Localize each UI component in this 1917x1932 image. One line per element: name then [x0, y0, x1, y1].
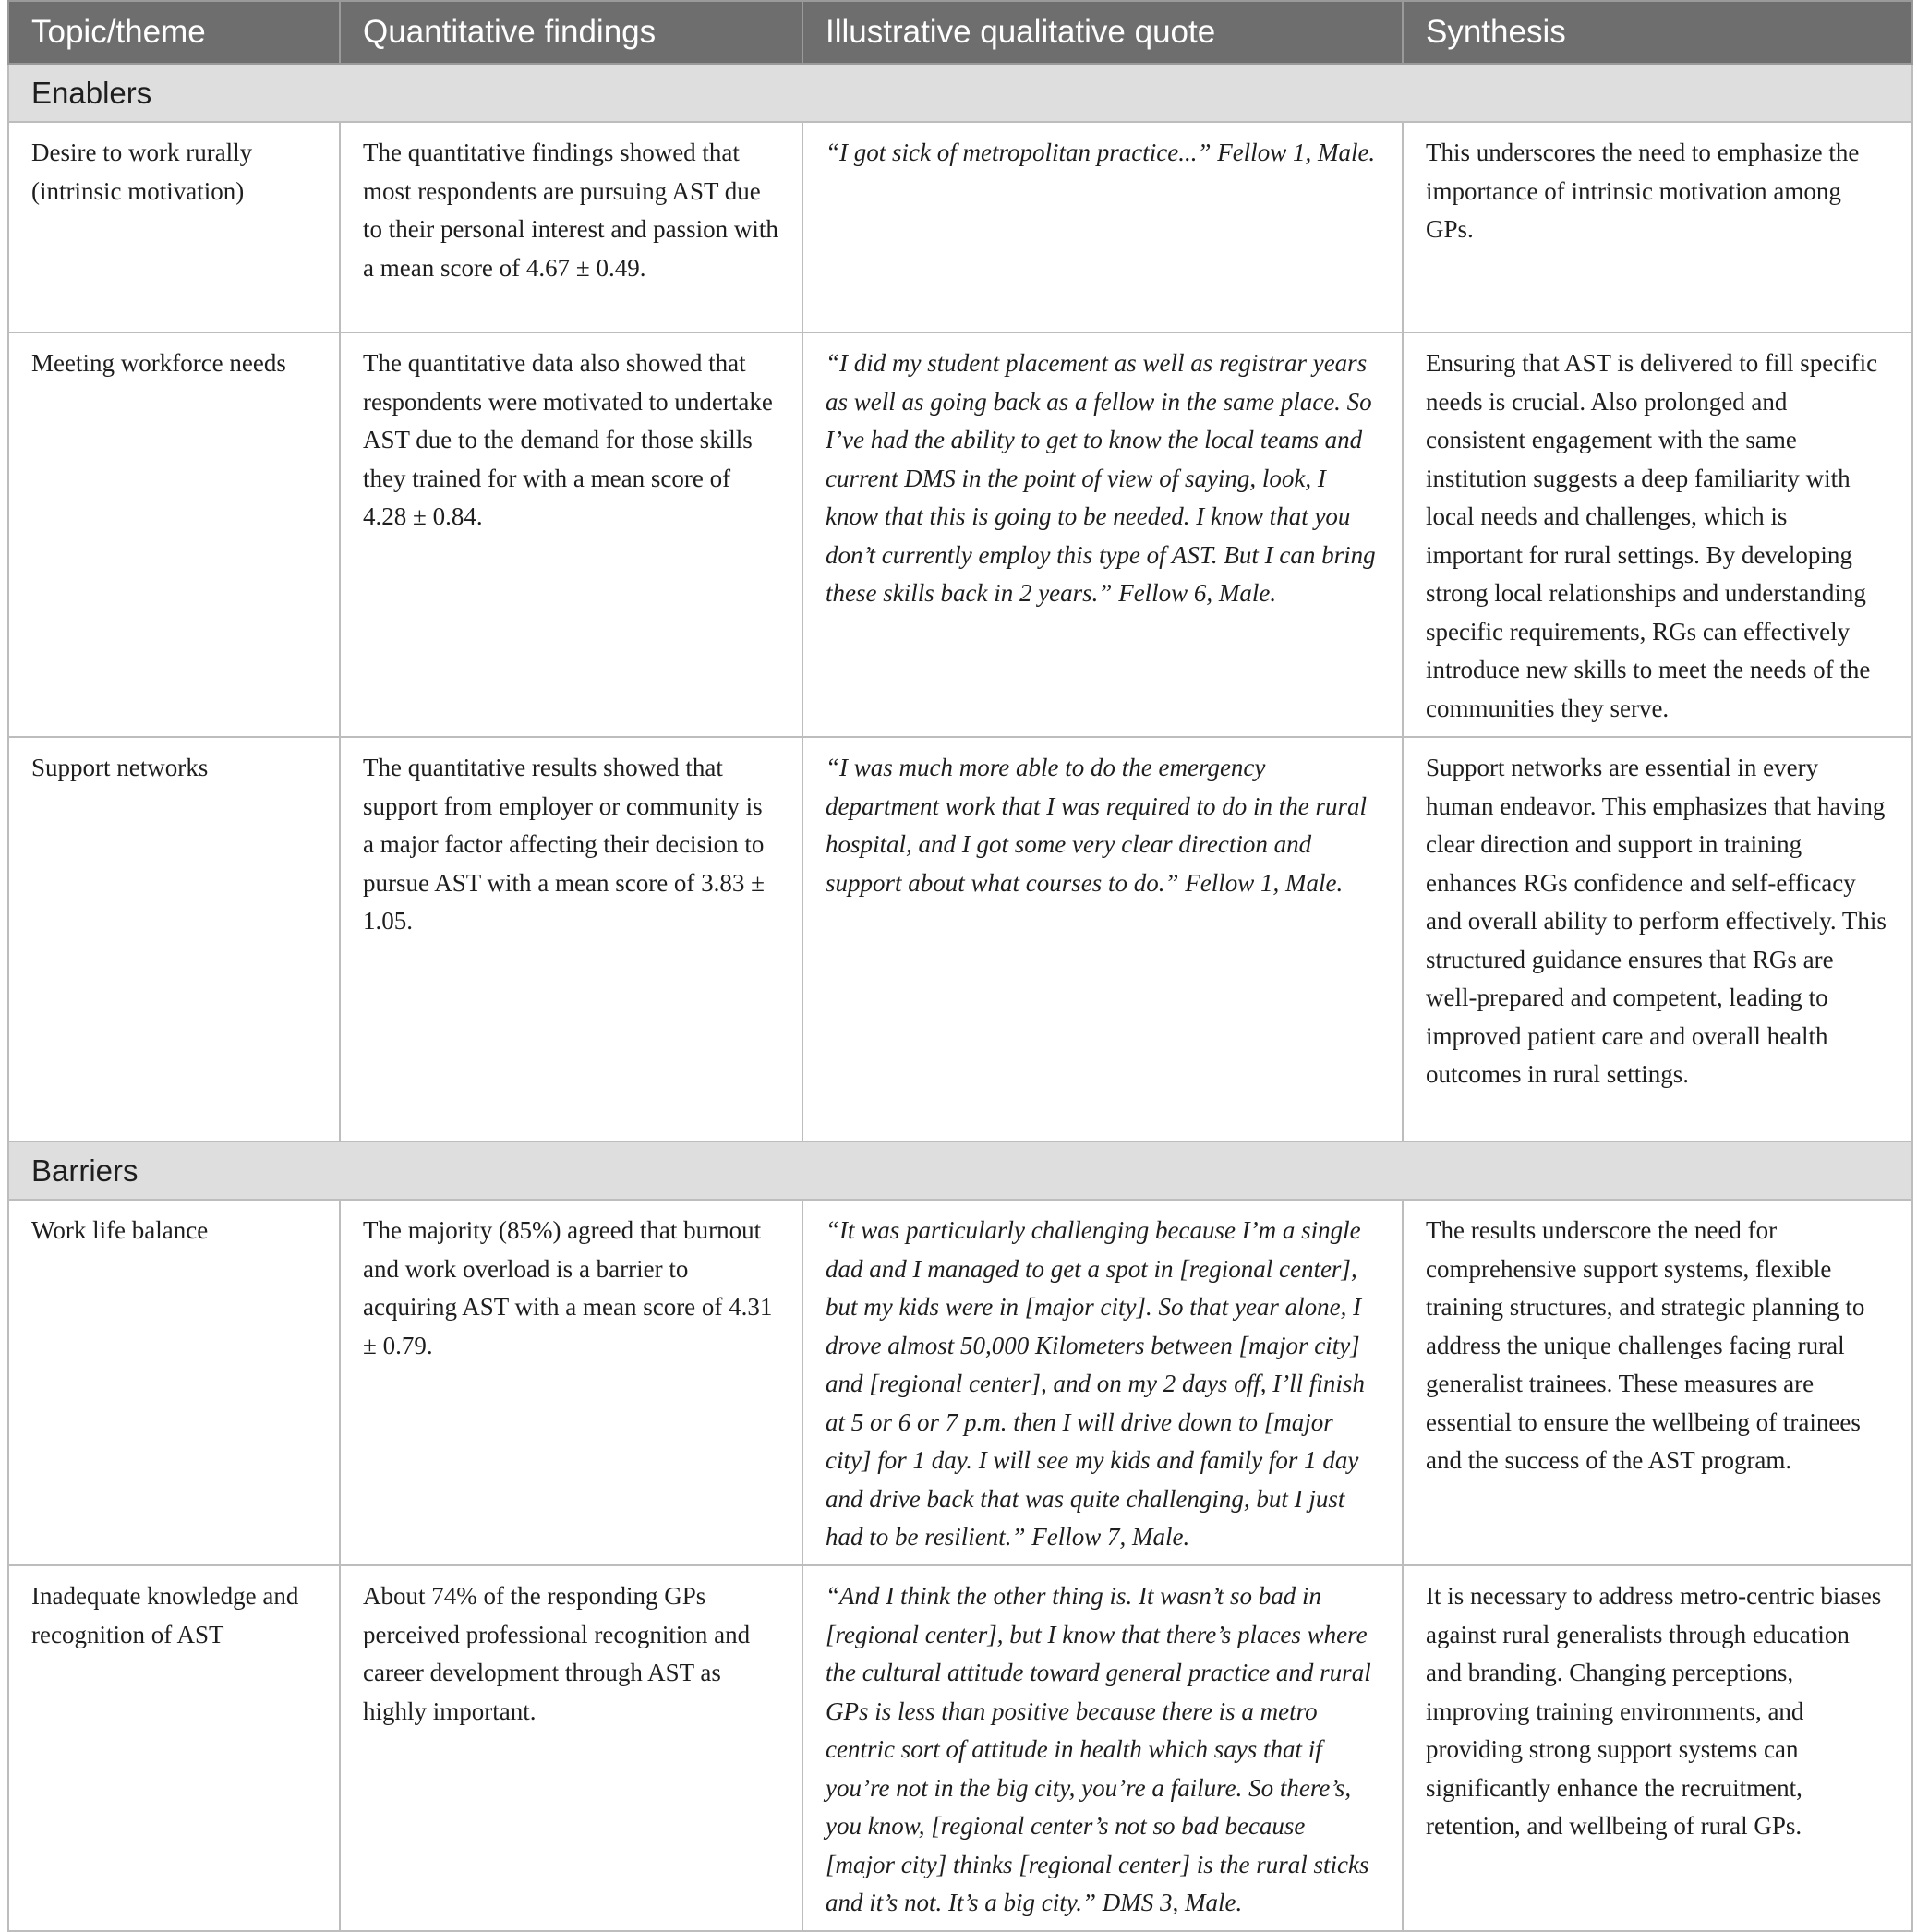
header-quantitative: Quantitative findings [340, 1, 802, 64]
findings-table [7, 0, 1913, 1932]
synthesis-cell: This underscores the need to emphasize the importance of intrinsic motivation among GPs. [1403, 122, 1912, 332]
topic-cell: Desire to work rurally (intrinsic motivation) [8, 122, 340, 332]
quantitative-cell: The quantitative findings showed that most respondents are pursuing AST due to their personal interest and passion with a mean score of 4.67 ± 0.49. [340, 122, 802, 332]
quantitative-cell: The quantitative data also showed that respondents were motivated to undertake AST due to the demand for those skills they trained for with a mean score of 4.28 ± 0.84. [340, 332, 802, 737]
topic-cell: Meeting workforce needs [8, 332, 340, 737]
topic-cell: Work life balance [8, 1200, 340, 1565]
table-row [8, 122, 1912, 332]
table-row [8, 1565, 1912, 1931]
quote-cell: “I did my student placement as well as registrar years as well as going back as a fellow in the same place. So I’ve had the ability to get to know the local teams and current DMS in the point of view of saying, look, I know that this is going to be needed. I know that you don’t currently employ this type of AST. But I can bring these skills back in 2 years.” Fellow 6, Male. [802, 332, 1403, 737]
quote-cell: “It was particularly challenging because I’m a single dad and I managed to get a spot in [regional center], but my kids were in [major city]. So that year alone, I drove almost 50,000 Kilometers between [major city] and [regional center], and on my 2 days off, I’ll finish at 5 or 6 or 7 p.m. then I will drive down to [major city] for 1 day. I will see my kids and family for 1 day and drive back that was quite challenging, but I just had to be resilient.” Fellow 7, Male. [802, 1200, 1403, 1565]
quantitative-cell: About 74% of the responding GPs perceived professional recognition and career development through AST as highly important. [340, 1565, 802, 1931]
topic-cell: Inadequate knowledge and recognition of AST [8, 1565, 340, 1931]
table-body [8, 64, 1912, 1931]
section-row-barriers [8, 1141, 1912, 1200]
table-header [8, 1, 1912, 64]
synthesis-cell: It is necessary to address metro-centric biases against rural generalists through education and branding. Changing perceptions, improving training environments, and providing strong support systems can significantly enhance the recruitment, retention, and wellbeing of rural GPs. [1403, 1565, 1912, 1931]
table-row [8, 1200, 1912, 1565]
header-synthesis: Synthesis [1403, 1, 1912, 64]
quote-cell: “I got sick of metropolitan practice...” Fellow 1, Male. [802, 122, 1403, 332]
table-row [8, 737, 1912, 1141]
section-row-enablers [8, 64, 1912, 122]
table-row [8, 332, 1912, 737]
quote-cell: “I was much more able to do the emergency department work that I was required to do in the rural hospital, and I got some very clear direction and support about what courses to do.” Fellow 1, Male. [802, 737, 1403, 1141]
topic-cell: Support networks [8, 737, 340, 1141]
header-row [8, 1, 1912, 64]
synthesis-cell: Support networks are essential in every human endeavor. This emphasizes that having clear direction and support in training enhances RGs confidence and self-efficacy and overall ability to perform effectively. This structured guidance ensures that RGs are well-prepared and competent, leading to improved patient care and overall health outcomes in rural settings. [1403, 737, 1912, 1141]
synthesis-cell: Ensuring that AST is delivered to fill specific needs is crucial. Also prolonged and consistent engagement with the same institution suggests a deep familiarity with local needs and challenges, which is important for rural settings. By developing strong local relationships and understanding specific requirements, RGs can effectively introduce new skills to meet the needs of the communities they serve. [1403, 332, 1912, 737]
quantitative-cell: The majority (85%) agreed that burnout and work overload is a barrier to acquiring AST with a mean score of 4.31 ± 0.79. [340, 1200, 802, 1565]
header-quote: Illustrative qualitative quote [802, 1, 1403, 64]
section-label: Enablers [8, 64, 1912, 122]
synthesis-cell: The results underscore the need for comprehensive support systems, flexible training structures, and strategic planning to address the unique challenges facing rural generalist trainees. These measures are essential to ensure the wellbeing of trainees and the success of the AST program. [1403, 1200, 1912, 1565]
quantitative-cell: The quantitative results showed that support from employer or community is a major factor affecting their decision to pursue AST with a mean score of 3.83 ± 1.05. [340, 737, 802, 1141]
header-topic: Topic/theme [8, 1, 340, 64]
section-label: Barriers [8, 1141, 1912, 1200]
quote-cell: “And I think the other thing is. It wasn’t so bad in [regional center], but I know that there’s places where the cultural attitude toward general practice and rural GPs is less than positive because there is a metro centric sort of attitude in health which says that if you’re not in the big city, you’re a failure. So there’s, you know, [regional center’s not so bad because [major city] thinks [regional center] is the rural sticks and it’s not. It’s a big city.” DMS 3, Male. [802, 1565, 1403, 1931]
